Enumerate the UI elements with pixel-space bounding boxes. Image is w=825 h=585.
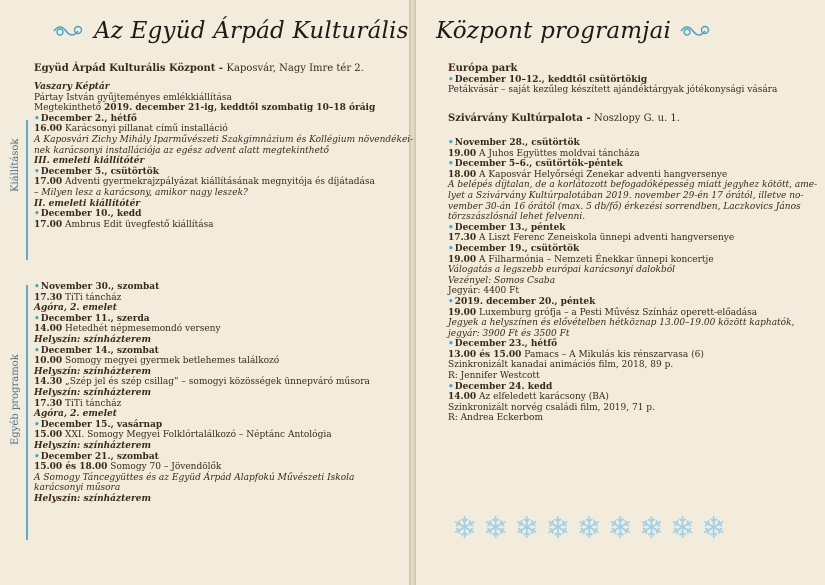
event-line [448, 392, 817, 403]
event-line [448, 170, 817, 181]
event-time: 2019. december 21-ig, keddtől szombatig 10–18 óráig [104, 103, 376, 114]
location-label: Helyszín: színházterem [34, 493, 151, 504]
event-line [34, 103, 413, 114]
note-text: Válogatás a legszebb európai karácsonyi dalokból [448, 265, 676, 276]
event-time: 19.00 [448, 254, 477, 265]
right-title-row [436, 14, 713, 48]
event-title: Az elfeledett karácsony (BA) [476, 392, 609, 403]
event-time: 18.00 [448, 169, 477, 180]
location-label: Agóra, 2. emelet [34, 303, 117, 314]
info-text: Szinkronizált norvég családi film, 2019, 71 p. [448, 402, 655, 413]
event-line [34, 220, 413, 231]
info-text: Szinkronizált kanadai animációs film, 2018, 89 p. [448, 360, 674, 371]
event-title: XXI. Somogy Megyei Folklórtalálkozó – Néptánc Antológia [62, 430, 332, 441]
event-title: „Szép jel és szép csillag” – somogyi közösségek ünnepváró műsora [62, 377, 370, 388]
event-title: A Kaposvár Helyőrségi Zenekar adventi hangversenye [476, 169, 728, 180]
event-line [34, 177, 413, 188]
event-title: Somogy megyei gyermek betlehemes találkozó [62, 356, 280, 367]
event-date: • December 19., csütörtök [448, 244, 817, 255]
note-text: karácsonyi műsora [34, 483, 121, 494]
event-title: Somogy 70 – Jövendölők [107, 462, 222, 473]
event-time: 14.00 [34, 324, 63, 335]
swirl-ornament-icon [679, 22, 713, 40]
event-date: • December 5., csütörtök [34, 167, 413, 178]
snowflake-icon: ❄ [638, 511, 664, 546]
event-time: 13.00 és 15.00 [448, 349, 522, 360]
event-line [34, 324, 370, 335]
note-text: jegyár: 3900 Ft és 3500 Ft [448, 328, 570, 339]
event-line [34, 377, 370, 388]
side-label-exhibitions: Kiállítások [10, 138, 21, 192]
event-date: • December 10–12., keddtől csütörtökig [448, 75, 777, 86]
event-title: Pamacs – A Mikulás kis rénszarvasa (6) [521, 349, 704, 360]
snowflake-icon: ❄ [452, 511, 478, 546]
left-page-title: Az Együd Árpád Kulturális [94, 18, 409, 44]
programs-list [34, 282, 370, 504]
info-text: Pártay István gyűjteményes emlékkiállítása [34, 92, 232, 103]
info-text: Petákvásár – saját kezűleg készített ajándéktárgyak jótékonysági vására [448, 85, 778, 96]
venue-name: Európa park [448, 63, 518, 74]
venue-address: Kaposvár, Nagy Imre tér 2. [226, 63, 364, 74]
note-text: A Somogy Táncegyüttes és az Együd Árpád Alapfokú Művészeti Iskola [34, 472, 355, 483]
event-date: • November 30., szombat [34, 282, 370, 293]
snowflake-icon: ❄ [607, 511, 633, 546]
left-venue-heading [34, 64, 364, 75]
note-text: Jegyek a helyszínen és elővételben hétköznap 13.00–19.00 között kaphatók, [448, 318, 795, 329]
event-date: • December 23., hétfő [448, 339, 817, 350]
event-line [34, 356, 370, 367]
event-time: 14.00 [448, 392, 477, 403]
event-date: • December 21., szombat [34, 452, 370, 463]
event-time: 17.00 [34, 177, 63, 188]
location-label: Agóra, 2. emelet [34, 409, 117, 420]
event-time: 15.00 [34, 430, 63, 441]
event-line [448, 255, 817, 266]
europa-park-list [448, 64, 777, 96]
right-page-title: Központ programjai [436, 18, 672, 44]
event-title: A Juhos Együttes moldvai táncháza [476, 148, 640, 159]
event-date: • December 24. kedd [448, 382, 817, 393]
swirl-ornament-icon [52, 22, 86, 40]
event-title: Ambrus Edit üvegfestő kiállítása [62, 219, 214, 230]
snowflake-row [452, 511, 727, 546]
event-line [448, 149, 817, 160]
event-line [34, 293, 370, 304]
event-time: 10.00 [34, 356, 63, 367]
event-line [34, 430, 370, 441]
event-time: 17.30 [34, 292, 63, 303]
location-label: III. emeleti kiállítótér [34, 156, 145, 167]
info-text: R: Jennifer Westcott [448, 371, 540, 382]
note-text: A belépés díjtalan, de a korlátozott befogadóképesség miatt jegyhez kötött, ame- [448, 180, 818, 191]
event-line [34, 399, 370, 410]
event-title: Adventi gyermekrajzpályázat kiállításának megnyitója és díjátadása [62, 177, 375, 188]
note-text: Vezényel: Somos Csaba [448, 275, 556, 286]
event-date: • November 28., csütörtök [448, 138, 817, 149]
event-line [448, 233, 817, 244]
snowflake-icon: ❄ [576, 511, 602, 546]
location-label: Helyszín: színházterem [34, 334, 151, 345]
event-date: • December 14., szombat [34, 346, 370, 357]
note-text: nek karácsonyi installációja az egész advent alatt megtekinthető [34, 145, 329, 156]
event-time: 15.00 és 18.00 [34, 462, 108, 473]
exhibitions-list [34, 82, 413, 230]
event-text: Megtekinthető [34, 103, 105, 114]
event-line [34, 124, 413, 135]
note-text: törzszászlósnál lehet felvenni. [448, 212, 586, 223]
szivarvany-list [448, 138, 817, 424]
info-text: Jegyár: 4400 Ft [448, 286, 519, 297]
event-time: 17.00 [34, 219, 63, 230]
note-text: – Milyen lesz a karácsony, amikor nagy leszek? [34, 187, 248, 198]
info-text: R: Andrea Eckerbom [448, 413, 543, 424]
snowflake-icon: ❄ [483, 511, 509, 546]
event-date: • December 2., hétfő [34, 114, 413, 125]
left-title-row [52, 14, 409, 48]
event-date: • December 10., kedd [34, 209, 413, 220]
event-date: • 2019. december 20., péntek [448, 297, 817, 308]
event-title: Hetedhét népmesemondó verseny [62, 324, 221, 335]
szivarvany-venue-heading [448, 114, 680, 125]
snowflake-icon: ❄ [701, 511, 727, 546]
event-date: • December 15., vasárnap [34, 420, 370, 431]
note-text: vember 30-án 16 órától (max. 5 db/fő) érkezési sorrendben, Laczkovics János [448, 201, 801, 212]
event-time: 17.30 [34, 398, 63, 409]
location-label: Helyszín: színházterem [34, 387, 151, 398]
side-bar-exhibitions [26, 120, 28, 260]
snowflake-icon: ❄ [669, 511, 696, 546]
event-line [448, 350, 817, 361]
event-title: TiTi táncház [62, 292, 122, 303]
side-label-programs: Egyéb programok [10, 354, 21, 445]
location-label: Helyszín: színházterem [34, 366, 151, 377]
location-label: II. emeleti kiállítótér [34, 198, 141, 209]
event-title: TiTi táncház [62, 398, 122, 409]
event-line [34, 462, 370, 473]
snowflake-icon: ❄ [514, 511, 540, 546]
snowflake-icon: ❄ [545, 511, 571, 546]
venue-name: Együd Árpád Kulturális Központ - [34, 63, 227, 74]
location-label: Helyszín: színházterem [34, 440, 151, 451]
event-title: A Filharmónia – Nemzeti Énekkar ünnepi koncertje [476, 254, 714, 265]
side-bar-programs [26, 285, 28, 540]
venue-name: Szivárvány Kultúrpalota - [448, 113, 594, 124]
event-time: 19.00 [448, 307, 477, 318]
event-date: • December 13., péntek [448, 223, 817, 234]
event-time: 16.00 [34, 124, 63, 135]
event-date: • December 5–6., csütörtök–péntek [448, 159, 817, 170]
event-time: 14.30 [34, 377, 63, 388]
event-title: Luxemburg grófja – a Pesti Művész Színház operett-előadása [476, 307, 758, 318]
event-title: Karácsonyi pillanat című installáció [62, 124, 228, 135]
event-line [448, 308, 817, 319]
event-time: 17.30 [448, 233, 477, 244]
event-time: 19.00 [448, 148, 477, 159]
note-text: A Kaposvári Zichy Mihály Iparművészeti Szakgimnázium és Kollégium növendékei- [34, 134, 414, 145]
event-title: A Liszt Ferenc Zeneiskola ünnepi adventi hangversenye [476, 233, 735, 244]
note-text: lyet a Szivárvány Kultúrpalotában 2019. november 29-én 17 órától, illetve no- [448, 190, 804, 201]
event-date: • December 11., szerda [34, 314, 370, 325]
venue-address: Noszlopy G. u. 1. [593, 113, 680, 124]
location-label: Vaszary Képtár [34, 82, 110, 92]
